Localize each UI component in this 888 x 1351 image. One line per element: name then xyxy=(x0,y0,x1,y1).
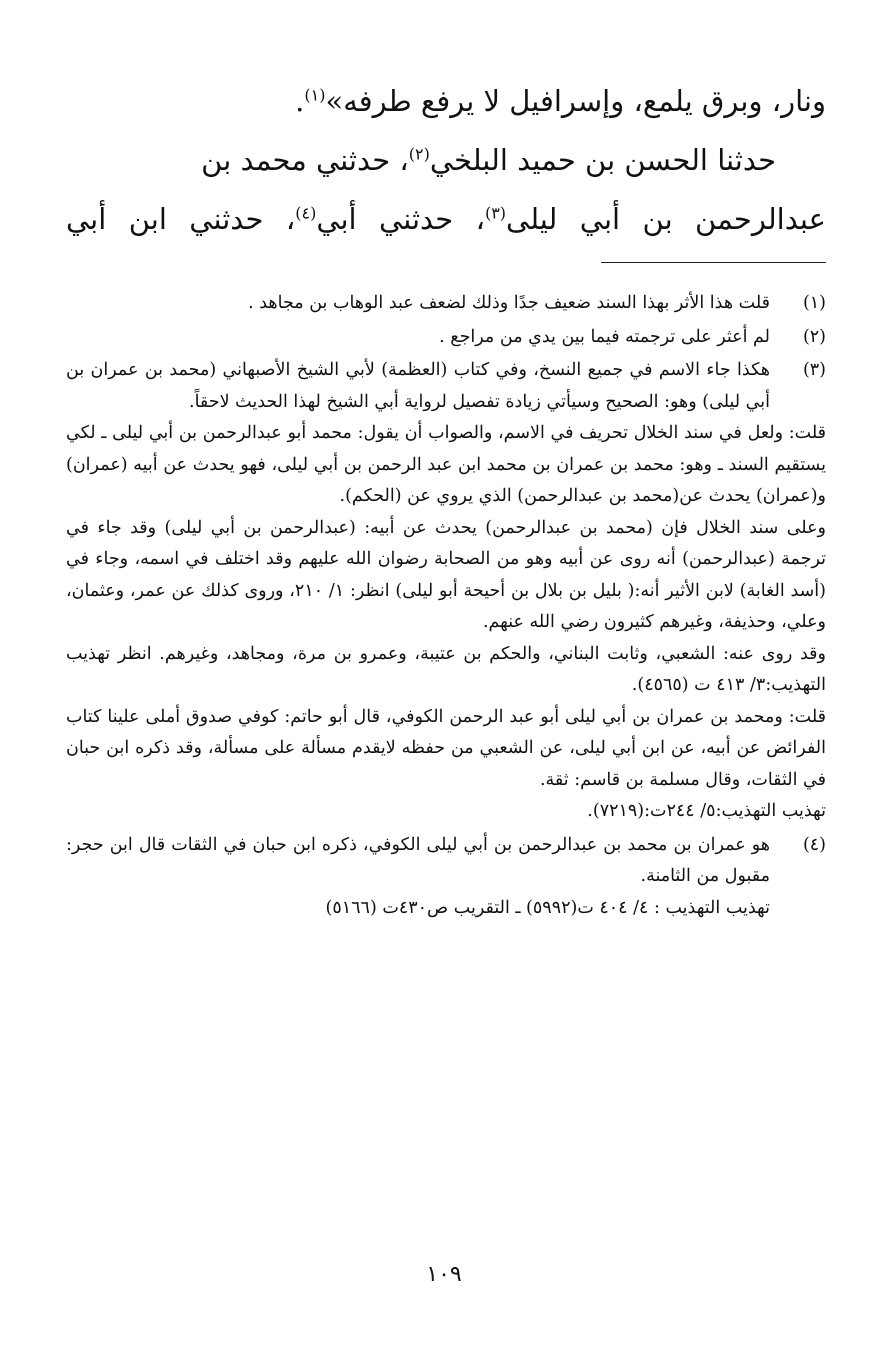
footnote-paragraph: تهذيب التهذيب:٥/ ٢٤٤ت:(٧٢١٩). xyxy=(587,801,826,821)
footnote-3 xyxy=(66,355,826,828)
footnote-paragraph: لم أعثر على ترجمته فيما بين يدي من مراجع . xyxy=(439,326,770,347)
footnote-divider xyxy=(601,262,826,263)
footnote-paragraph: قلت هذا الأثر بهذا السند ضعيف جدًا وذلك لضعف عبد الوهاب بن مجاهد . xyxy=(248,293,770,313)
main-text-line-2 xyxy=(66,131,826,189)
footnote-4 xyxy=(66,830,826,925)
main-text-fragment: ، حدثني ابن أبي xyxy=(66,202,296,236)
main-text-fragment: ، حدثني محمد بن xyxy=(201,143,409,177)
footnote-paragraph: وقد روى عنه: الشعبي، وثابت البناني، والحكم بن عتيبة، وعمرو بن مرة، ومجاهد، وغيرهم. انظر تهذيب التهذيب:٣/ ٤١٣ ت (٤٥٦٥). xyxy=(66,643,826,695)
main-text-fragment: ونار، وبرق يلمع، وإسرافيل لا يرفع طرفه» xyxy=(325,84,826,118)
footnote-reference[interactable]: (١) xyxy=(304,85,326,105)
main-text-fragment: ، حدثني أبي xyxy=(316,202,485,236)
footnotes-section xyxy=(66,288,826,924)
footnote-reference[interactable]: (٣) xyxy=(484,203,507,223)
main-text-fragment: عبدالرحمن بن أبي ليلى xyxy=(506,202,826,236)
footnote-1 xyxy=(66,288,826,320)
footnote-number: (٢) xyxy=(802,326,826,347)
footnote-number: (٣) xyxy=(802,360,826,380)
footnote-number: (١) xyxy=(802,293,826,313)
footnote-paragraph: وعلى سند الخلال فإن (محمد بن عبدالرحمن) يحدث عن أبيه: (عبدالرحمن بن أبي ليلى) وقد جاء في ترجمة (عبدالرحمن) أنه روى عن أبيه وهو من الصحابة رضوان الله عليهم وقد اختلف في اسمه، وجاء في (أسد الغابة) لابن الأثير أنه:( بليل بن بلال بن أحيحة أبو ليلى) انظر: ١/ ٢١٠، وروى كذلك عن عمر، وعثمان، وعلي، وحذيفة، وغيرهم كثيرون رضي الله عنهم. xyxy=(66,517,826,632)
footnote-paragraph: تهذيب التهذيب : ٤/ ٤٠٤ ت(٥٩٩٢) ـ التقريب ص٤٣٠ت (٥١٦٦) xyxy=(325,897,770,918)
page-number: ١٠٩ xyxy=(426,1262,462,1287)
main-text-fragment: حدثنا الحسن بن حميد البلخي xyxy=(429,143,776,177)
footnote-2 xyxy=(66,322,826,354)
main-text-line-3 xyxy=(66,190,826,248)
footnote-paragraph: هكذا جاء الاسم في جميع النسخ، وفي كتاب (العظمة) لأبي الشيخ الأصبهاني (محمد بن عمران بن أبي ليلى) وهو: الصحيح وسيأتي زيادة تفصيل لرواية أبي الشيخ لهذا الحديث لاحقاً. xyxy=(66,360,770,412)
footnote-number: (٤) xyxy=(802,834,826,855)
main-text-fragment: . xyxy=(295,84,305,118)
footnote-paragraph: هو عمران بن محمد بن عبدالرحمن بن أبي ليلى الكوفي، ذكره ابن حبان في الثقات قال ابن حجر: مقبول من الثامنة. xyxy=(66,834,770,886)
footnote-reference[interactable]: (٢) xyxy=(408,144,430,164)
main-text-line-1 xyxy=(66,72,826,130)
footnote-paragraph: قلت: ولعل في سند الخلال تحريف في الاسم، والصواب أن يقول: محمد أبو عبدالرحمن بن أبي ليلى ـ لكي يستقيم السند ـ وهو: محمد بن عمران بن محمد ابن عبد الرحمن بن أبي ليلى، فهو يحدث عن أبيه (عمران) و(عمران) يحدث عن(محمد بن عبدالرحمن) الذي يروي عن (الحكم). xyxy=(66,423,826,506)
footnote-reference[interactable]: (٤) xyxy=(295,203,317,223)
footnote-paragraph: قلت: ومحمد بن عمران بن أبي ليلى أبو عبد الرحمن الكوفي، قال أبو حاتم: كوفي صدوق أملى علينا كتاب الفرائض عن أبيه، عن ابن أبي ليلى، عن الشعبي من حفظه لايقدم مسألة على مسألة، وقد ذكره ابن حبان في الثقات، وقال مسلمة بن قاسم: ثقة. xyxy=(66,706,826,790)
